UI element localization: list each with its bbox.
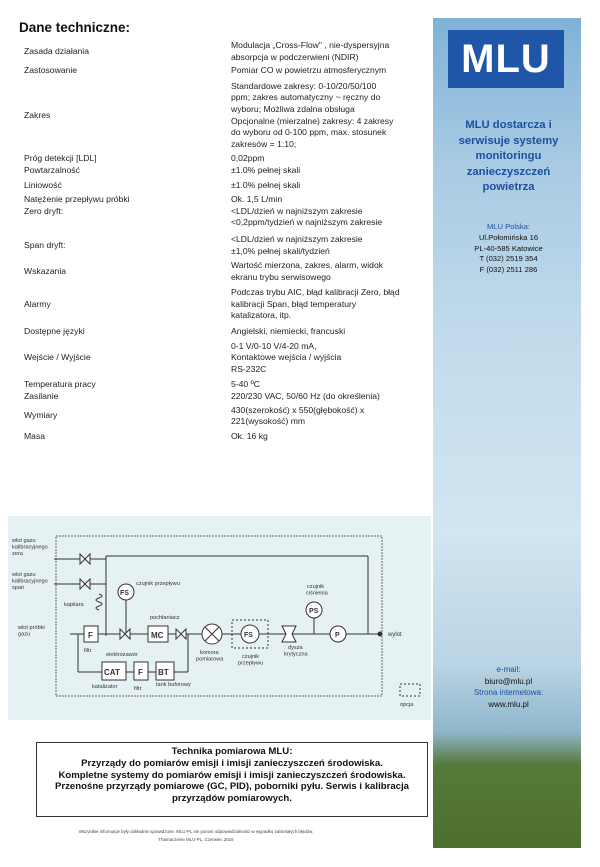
spec-row	[24, 234, 429, 257]
contact-title: MLU Polska:	[486, 222, 531, 231]
spec-value	[231, 405, 429, 428]
label-tank: tank buforowy	[156, 682, 191, 688]
spec-label	[24, 65, 231, 77]
sidebar-headline	[436, 118, 581, 196]
spec-value	[231, 260, 429, 283]
mlu-logo: MLU	[448, 30, 564, 88]
label-pressure: czujnik ciśnienia	[306, 584, 328, 597]
spec-label	[24, 287, 231, 322]
email-link[interactable]: biuro@mlu.pl	[484, 676, 533, 686]
spec-label-line: Natężenie przepływu próbki	[24, 194, 130, 205]
spec-label-line: Powtarzalność	[24, 164, 80, 175]
label-elektrozawor: elektrozawór	[106, 652, 138, 658]
label-sample-in: wlot próbki gazu	[18, 625, 45, 638]
bt-symbol: BT	[158, 668, 169, 677]
banner-line: przyrządów pomiarowych.	[172, 793, 292, 805]
label-komora: komora pomiarowa	[196, 650, 224, 663]
spec-value-line: Ok. 16 kg	[231, 430, 268, 441]
spec-label	[24, 234, 231, 257]
pump-symbol: P	[335, 632, 340, 639]
spec-label	[24, 153, 231, 176]
spec-value-line: Modulacja „Cross-Flow" , nie-dyspersyjna	[231, 40, 390, 50]
spec-value-line: 5-40 ºC	[231, 379, 260, 390]
spec-row	[24, 81, 429, 151]
spec-label	[24, 326, 231, 338]
spec-label-line: Wskazania	[24, 265, 67, 276]
spec-value	[231, 180, 429, 192]
web-label: Strona internetowa:	[473, 688, 544, 698]
spec-value-line: do wyboru od 0-100 ppm, max. stosunek	[231, 127, 387, 138]
banner-line: Technika pomiarowa MLU:	[171, 746, 293, 757]
spec-row	[24, 65, 429, 77]
spec-label	[24, 405, 231, 428]
spec-label-line: Dostępne języki	[24, 326, 85, 337]
spec-row	[24, 153, 429, 176]
spec-row	[24, 287, 429, 322]
label-filtr-2: filtr	[134, 686, 142, 692]
spec-label-line: Zakres	[24, 109, 51, 120]
spec-label-line: Wejście / Wyjście	[24, 352, 91, 363]
spec-row	[24, 341, 429, 376]
spec-value-line: kalibracji Span, błąd temperatury	[231, 298, 357, 309]
spec-value	[231, 153, 429, 176]
label-pochlaniacz: pochłaniacz	[150, 615, 180, 621]
label-dysza: dysza krytyczna	[284, 645, 308, 658]
email-label: e-mail:	[496, 665, 521, 674]
label-katalizator: katalizator	[92, 684, 118, 690]
contact-street: Ul.Połomińska 16	[478, 232, 539, 242]
flow-diagram	[8, 516, 431, 720]
ps-symbol: PS	[309, 608, 319, 615]
headline-line: powietrza	[482, 181, 535, 194]
headline-line: monitoringu	[475, 150, 542, 163]
web-link[interactable]: www.mlu.pl	[488, 699, 529, 709]
spec-value-line: absorpcja w podczerwieni (NDIR)	[231, 51, 359, 62]
spec-value	[231, 81, 429, 151]
spec-row	[24, 379, 429, 402]
contact-online	[436, 664, 581, 710]
label-flow-sensor: czujnik przepływu	[136, 581, 180, 587]
contact-block	[436, 222, 581, 276]
spec-value	[231, 234, 429, 257]
spec-value-line: 430(szerokość) x 550(głębokość) x	[231, 404, 365, 415]
spec-row	[24, 194, 429, 229]
page-title: Dane techniczne:	[19, 20, 131, 35]
company-banner	[36, 742, 428, 817]
spec-row	[24, 431, 429, 443]
spec-label-line: Próg detekcji [LDL]	[24, 153, 97, 164]
spec-value	[231, 287, 429, 322]
spec-table	[24, 40, 429, 445]
contact-phone: T (032) 2519 354	[479, 254, 538, 264]
label-filtr: filtr	[84, 648, 92, 654]
spec-value	[231, 431, 429, 443]
spec-label	[24, 431, 231, 443]
spec-label	[24, 379, 231, 402]
spec-value-line: Angielski, niemiecki, francuski	[231, 326, 346, 337]
label-span-in: wlot gazu kalibracyjnego span	[12, 572, 48, 591]
spec-label	[24, 194, 231, 229]
footnote-line: Thamaczenie MLU-PL, Czerwiec 2016	[158, 836, 234, 842]
contact-city: PL-40-585 Katowice	[474, 243, 543, 253]
spec-value-line: <0,2ppm/tydzień w najniższym zakresie	[231, 217, 383, 228]
spec-row	[24, 326, 429, 338]
headline-line: zanieczyszczeń	[466, 165, 551, 178]
spec-label-line: Temperatura pracy	[24, 379, 96, 390]
spec-value-line: ±1,0% pełnej skali/tydzień	[231, 245, 330, 256]
spec-value-line: ±1.0% pełnej skali	[231, 179, 301, 190]
spec-value	[231, 194, 429, 229]
spec-value-line: <LDL/dzień w najniższym zakresie	[231, 205, 363, 216]
label-opcja: opcja	[400, 702, 414, 708]
banner-line: Przenośne przyrządy pomiarowe (GC, PID), poborniki pyłu. Serwis i kalibracja	[55, 781, 409, 793]
spec-value	[231, 341, 429, 376]
fs-symbol: FS	[120, 590, 129, 597]
spec-value-line: Opcjonalne (mierzalne) zakresy: 4 zakresy	[231, 115, 394, 126]
banner-line: Przyrządy do pomiarów emisji i imisji zanieczyszczeń środowiska.	[81, 757, 383, 769]
spec-value-line: ppm; zakres automatyczny ~ ręczny do	[231, 92, 381, 103]
spec-value-line: 0-1 V/0-10 V/4-20 mA,	[231, 340, 317, 351]
spec-value	[231, 40, 429, 63]
f2-symbol: F	[138, 668, 143, 677]
cat-symbol: CAT	[104, 668, 120, 677]
spec-value-line: Podczas trybu AIC, błąd kalibracji Zero, błąd	[231, 287, 400, 298]
label-wylot: wylot	[388, 632, 402, 638]
spec-label	[24, 260, 231, 283]
banner-line: Kompletne systemy do pomiarów emisji i imisji zanieczyszczeń środowiska.	[58, 769, 406, 781]
flow-diagram-svg	[8, 516, 431, 720]
spec-value-line: zakresów = 1:10;	[231, 138, 297, 149]
spec-value-line: Kontaktowe wejścia / wyjścia	[231, 352, 342, 363]
spec-label-line: Zero dryft:	[24, 205, 64, 216]
spec-value	[231, 326, 429, 338]
spec-label-line: Wymiary	[24, 410, 58, 421]
spec-label-line: Zasilanie	[24, 391, 59, 402]
spec-value-line: katalizatora, itp.	[231, 310, 292, 321]
footnote	[46, 828, 346, 843]
spec-value	[231, 379, 429, 402]
spec-label-line: Zastosowanie	[24, 65, 78, 76]
spec-label-line: Masa	[24, 430, 46, 441]
spec-label-line: Liniowość	[24, 179, 62, 190]
spec-row	[24, 405, 429, 428]
footnote-line: Wszystkie informacje były dokładnie sprawdzone. MLU-PL nie ponosi odpowiedzialności w wypadku zaistniałych błędów.	[78, 829, 314, 834]
spec-label-line: Span dryft:	[24, 239, 66, 250]
spec-row	[24, 260, 429, 283]
spec-row	[24, 180, 429, 192]
spec-value-line: wyboru; Możliwa zdalna obsługa	[231, 103, 355, 114]
spec-label	[24, 81, 231, 151]
spec-label-line: Alarmy	[24, 298, 51, 309]
headline-line: MLU dostarcza i	[465, 119, 552, 131]
spec-value-line: <LDL/dzień w najniższym zakresie	[231, 233, 363, 244]
spec-value-line: 220/230 VAC, 50/60 Hz (do określenia)	[231, 391, 380, 402]
spec-value-line: Ok. 1,5 L/min	[231, 194, 283, 205]
spec-value-line: Pomiar CO w powietrzu atmosferycznym	[231, 65, 387, 76]
spec-label	[24, 341, 231, 376]
spec-value-line: ekranu trybu serwisowego	[231, 271, 331, 282]
spec-label	[24, 180, 231, 192]
spec-row	[24, 40, 429, 63]
spec-value-line: ±1.0% pełnej skali	[231, 164, 301, 175]
spec-value-line: 0,02ppm	[231, 153, 265, 164]
spec-value-line: Wartość mierzona, zakres, alarm, widok	[231, 260, 384, 271]
fs2-symbol: FS	[244, 632, 253, 639]
spec-label-line: Zasada działania	[24, 45, 89, 56]
label-czujnik-2: czujnik przepływu	[238, 654, 264, 667]
mc-symbol: MC	[151, 631, 164, 640]
headline-line: serwisuje systemy	[458, 134, 559, 147]
spec-value-line: Standardowe zakresy: 0-10/20/50/100	[231, 80, 377, 91]
spec-label	[24, 40, 231, 63]
spec-value-line: RS-232C	[231, 363, 267, 374]
spec-value	[231, 65, 429, 77]
label-kapilara: kapilara	[64, 602, 84, 608]
spec-value-line: 221(wysokość) mm	[231, 416, 306, 427]
f-symbol: F	[88, 631, 93, 640]
contact-fax: F (032) 2511 286	[479, 265, 538, 275]
label-zero-in: wlot gazu kalibracyjnego zera	[12, 538, 48, 557]
